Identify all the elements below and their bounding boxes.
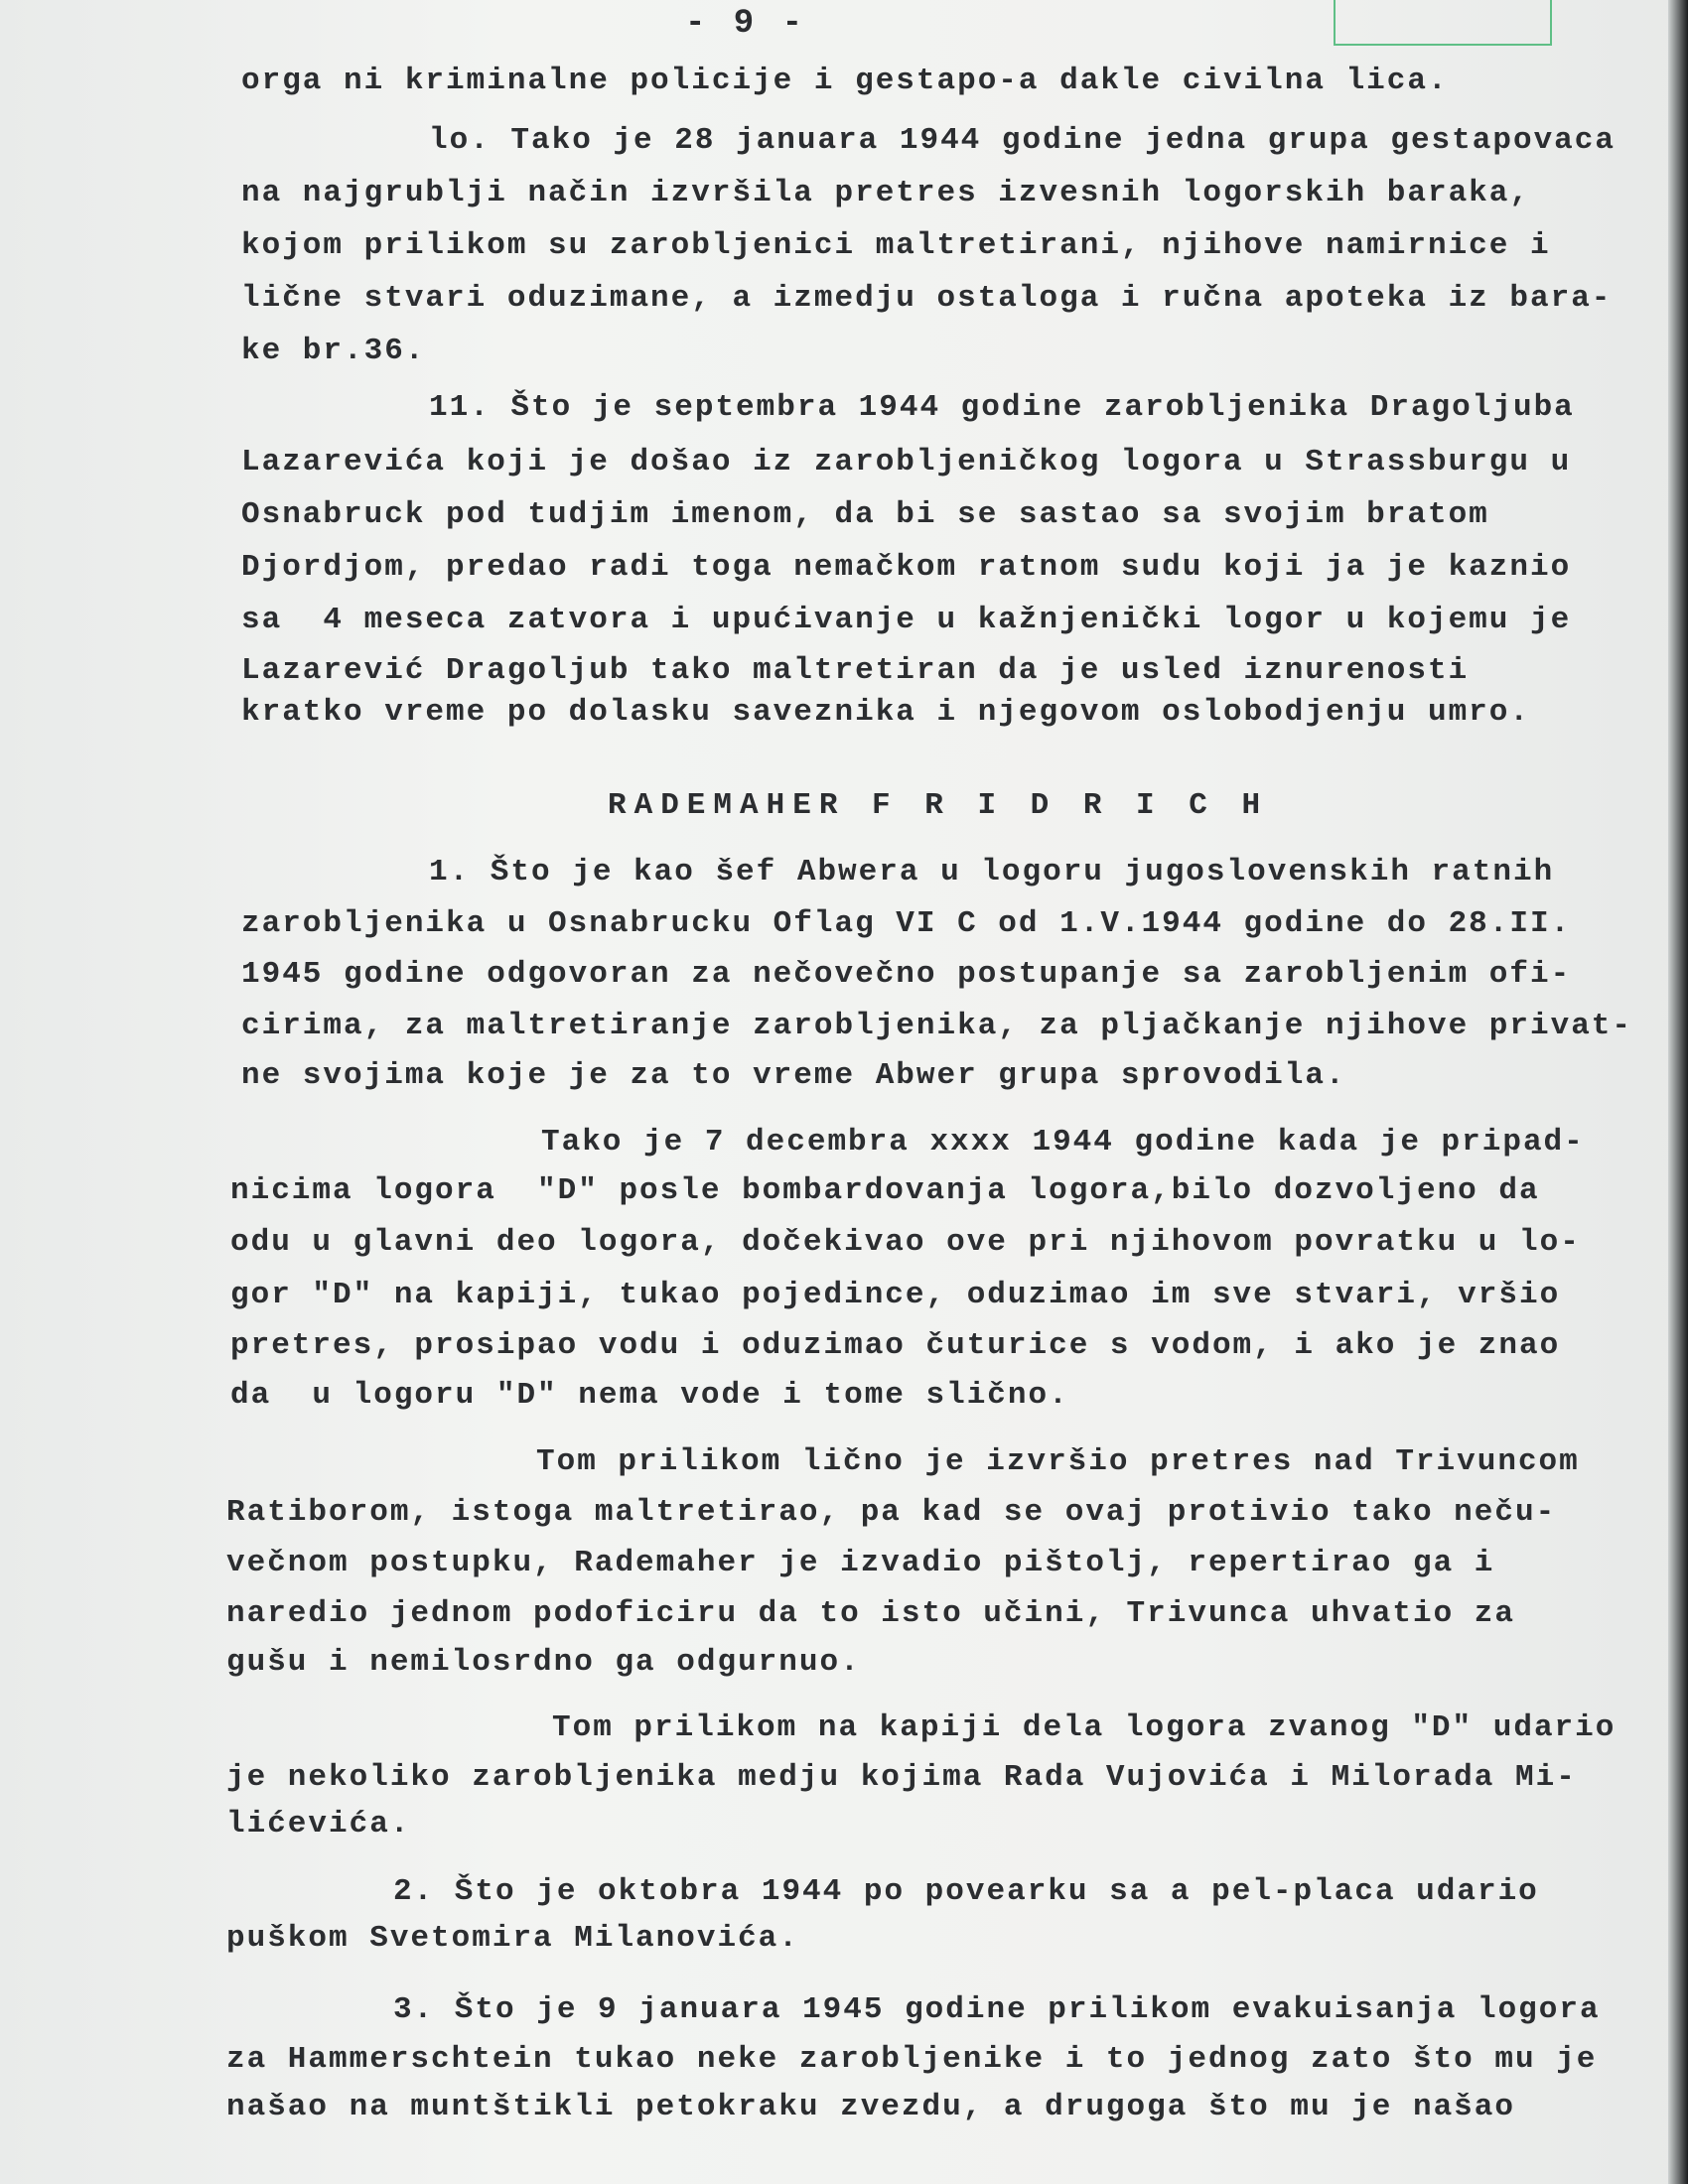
text-line: 1945 godine odgovoran za nečovečno postupanje sa zarobljenim ofi- — [241, 957, 1572, 992]
scan-edge — [1668, 0, 1688, 2184]
archive-stamp-box — [1334, 0, 1552, 46]
text-line: naredio jednom podoficiru da to isto učini, Trivunca uhvatio za — [226, 1596, 1515, 1631]
text-line: Lazarevića koji je došao iz zarobljeničkog logora u Strassburgu u — [241, 445, 1572, 479]
text-line: pretres, prosipao vodu i oduzimao čuturice s vodom, i ako je znao — [230, 1328, 1561, 1363]
text-line: da u logoru "D" nema vode i tome slično. — [230, 1378, 1069, 1413]
section-heading: RADEMAHER F R I D R I C H — [608, 788, 1269, 823]
text-line: Tom prilikom na kapiji dela logora zvanog "D" udario — [552, 1710, 1617, 1745]
text-line: 1. Što je kao šef Abwera u logoru jugoslovenskih ratnih — [429, 855, 1555, 889]
text-line: puškom Svetomira Milanovića. — [226, 1921, 799, 1956]
text-line: gor "D" na kapiji, tukao pojedince, oduzimao im sve stvari, vršio — [230, 1278, 1561, 1312]
text-line: Osnabruck pod tudjim imenom, da bi se sastao sa svojim bratom — [241, 497, 1489, 532]
text-line: Djordjom, predao radi toga nemačkom ratnom sudu koji ja je kaznio — [241, 550, 1572, 585]
text-line: Lazarević Dragoljub tako maltretiran da je usled iznurenosti — [241, 653, 1470, 688]
text-line: lične stvari oduzimane, a izmedju ostaloga i ručna apoteka iz bara- — [241, 281, 1613, 316]
text-line: kojom prilikom su zarobljenici maltretirani, njihove namirnice i — [241, 228, 1551, 263]
text-line: za Hammerschtein tukao neke zarobljenike i to jednog zato što mu je — [226, 2042, 1598, 2077]
text-line: Tako je 7 decembra xxxx 1944 godine kada je pripad- — [541, 1125, 1585, 1160]
text-line: 2. Što je oktobra 1944 po povearku sa a pel-placa udario — [393, 1874, 1539, 1909]
text-line: lićevića. — [226, 1807, 411, 1842]
text-line: ne svojima koje je za to vreme Abwer grupa sprovodila. — [241, 1058, 1346, 1093]
text-line: odu u glavni deo logora, dočekivao ove pri njihovom povratku u lo- — [230, 1225, 1581, 1260]
text-line: nicima logora "D" posle bombardovanja logora,bilo dozvoljeno da — [230, 1173, 1540, 1208]
text-line: 3. Što je 9 januara 1945 godine prilikom evakuisanja logora — [393, 1992, 1601, 2027]
page-number: - 9 - — [685, 5, 807, 43]
text-line: sa 4 meseca zatvora i upućivanje u kažnjenički logor u kojemu je — [241, 603, 1572, 637]
text-line: cirima, za maltretiranje zarobljenika, za pljačkanje njihove privat- — [241, 1009, 1633, 1043]
text-line: kratko vreme po dolasku saveznika i njegovom oslobodjenju umro. — [241, 695, 1530, 730]
text-line: orga ni kriminalne policije i gestapo-a dakle civilna lica. — [241, 64, 1449, 98]
text-line: 11. Što je septembra 1944 godine zarobljenika Dragoljuba — [429, 390, 1575, 425]
text-line: zarobljenika u Osnabrucku Oflag VI C od 1.V.1944 godine do 28.II. — [241, 906, 1572, 941]
text-line: Ratiborom, istoga maltretirao, pa kad se ovaj protivio tako neču- — [226, 1495, 1557, 1530]
text-line: našao na muntštikli petokraku zvezdu, a drugoga što mu je našao — [226, 2090, 1515, 2124]
text-line: Tom prilikom lično je izvršio pretres nad Trivuncom — [536, 1444, 1580, 1479]
text-line: ke br.36. — [241, 334, 426, 368]
text-line: gušu i nemilosrdno ga odgurnuo. — [226, 1645, 861, 1680]
text-line: je nekoliko zarobljenika medju kojima Rada Vujovića i Milorada Mi- — [226, 1760, 1577, 1795]
text-line: lo. Tako je 28 januara 1944 godine jedna grupa gestapovaca — [429, 123, 1616, 158]
text-line: na najgrublji način izvršila pretres izvesnih logorskih baraka, — [241, 176, 1530, 210]
text-line: večnom postupku, Rademaher je izvadio pištolj, repertirao ga i — [226, 1546, 1495, 1580]
